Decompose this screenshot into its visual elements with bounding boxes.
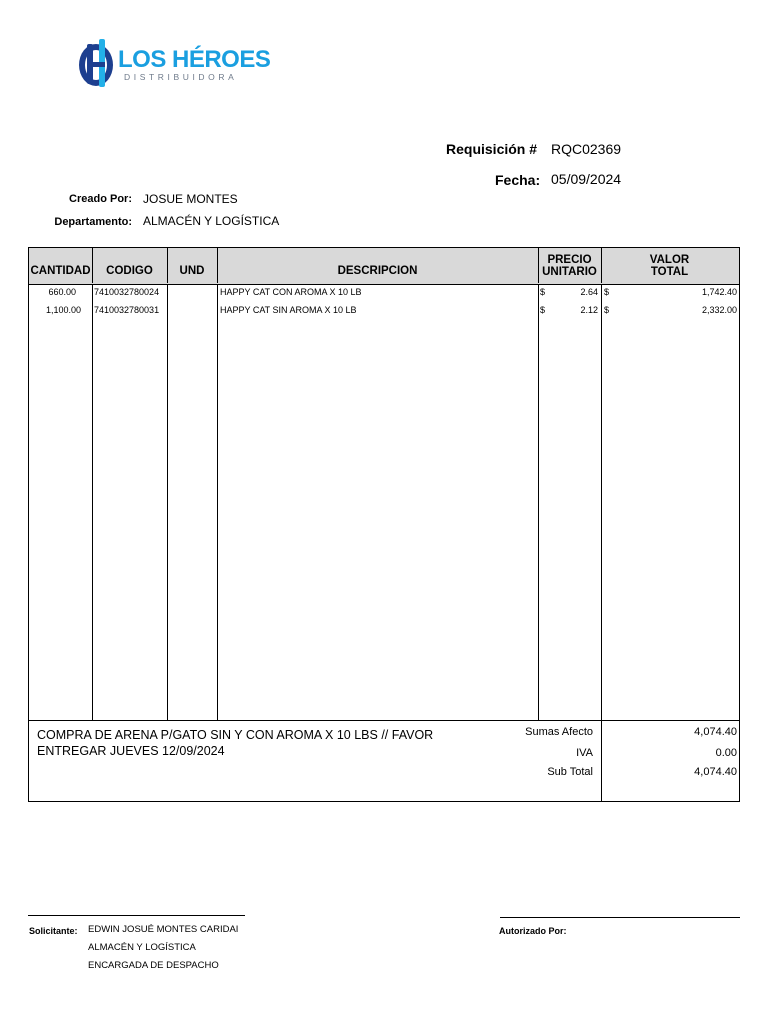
row-total-currency: $ <box>604 305 610 315</box>
departamento-label: Departamento: <box>54 216 132 228</box>
creado-por-value: JOSUE MONTES <box>143 192 238 206</box>
sumas-afecto-label: Sumas Afecto <box>525 726 593 738</box>
table-row <box>29 303 739 320</box>
iva-label: IVA <box>576 747 593 759</box>
logo-name: LOS HÉROES <box>118 46 271 73</box>
heroes-logo-icon <box>74 36 120 92</box>
company-logo <box>74 36 271 96</box>
row-cantidad: 1,100.00 <box>45 305 81 315</box>
requisicion-label: Requisición # <box>446 141 538 157</box>
col-valor-line1: VALOR <box>649 254 690 266</box>
col-precio-line1: PRECIO <box>547 254 592 266</box>
col-valor-line2: TOTAL <box>650 266 689 278</box>
table-row <box>29 285 739 302</box>
fecha-label: Fecha: <box>495 172 541 188</box>
row-total-currency: $ <box>604 287 610 297</box>
solicitante-signature-line <box>28 915 245 916</box>
col-codigo: CODIGO <box>106 265 153 277</box>
col-precio-unitario <box>538 248 601 283</box>
col-cantidad: CANTIDAD <box>30 265 91 277</box>
departamento-value: ALMACÉN Y LOGÍSTICA <box>143 214 280 228</box>
sumas-afecto-value: 4,074.40 <box>694 726 737 738</box>
iva-value: 0.00 <box>715 747 737 759</box>
autorizado-label: Autorizado Por: <box>499 926 567 936</box>
solicitante-dept: ALMACÉN Y LOGÍSTICA <box>88 942 196 953</box>
row-codigo: 7410032780031 <box>94 305 160 315</box>
row-codigo: 7410032780024 <box>94 287 160 297</box>
creado-por-label: Creado Por: <box>69 193 132 205</box>
requisition-note: COMPRA DE ARENA P/GATO SIN Y CON AROMA X 10 LBS // FAVOR ENTREGAR JUEVES 12/09/2024 <box>37 728 434 758</box>
col-valor-total <box>601 248 738 283</box>
col-und: UND <box>179 265 205 277</box>
row-descripcion: HAPPY CAT SIN AROMA X 10 LB <box>220 305 357 315</box>
row-descripcion: HAPPY CAT CON AROMA X 10 LB <box>220 287 362 297</box>
row-total: 1,742.40 <box>701 287 737 297</box>
fecha-value: 05/09/2024 <box>551 171 622 187</box>
row-precio-currency: $ <box>540 305 546 315</box>
solicitante-label: Solicitante: <box>29 926 78 936</box>
row-total: 2,332.00 <box>701 305 737 315</box>
solicitante-role: ENCARGADA DE DESPACHO <box>88 960 219 971</box>
table-header <box>29 248 739 285</box>
sub-total-value: 4,074.40 <box>694 766 737 778</box>
solicitante-name: EDWIN JOSUÉ MONTES CARIDAI <box>88 924 239 935</box>
row-precio: 2.64 <box>580 287 598 297</box>
sub-total-label: Sub Total <box>547 766 593 778</box>
items-table <box>28 247 740 802</box>
logo-subtitle: DISTRIBUIDORA <box>124 72 238 82</box>
row-precio-currency: $ <box>540 287 546 297</box>
row-cantidad: 660.00 <box>48 287 76 297</box>
col-precio-line2: UNITARIO <box>542 266 597 278</box>
autorizado-signature-line <box>500 917 740 918</box>
row-precio: 2.12 <box>580 305 598 315</box>
requisicion-value: RQC02369 <box>551 141 622 157</box>
col-descripcion: DESCRIPCION <box>337 265 418 277</box>
